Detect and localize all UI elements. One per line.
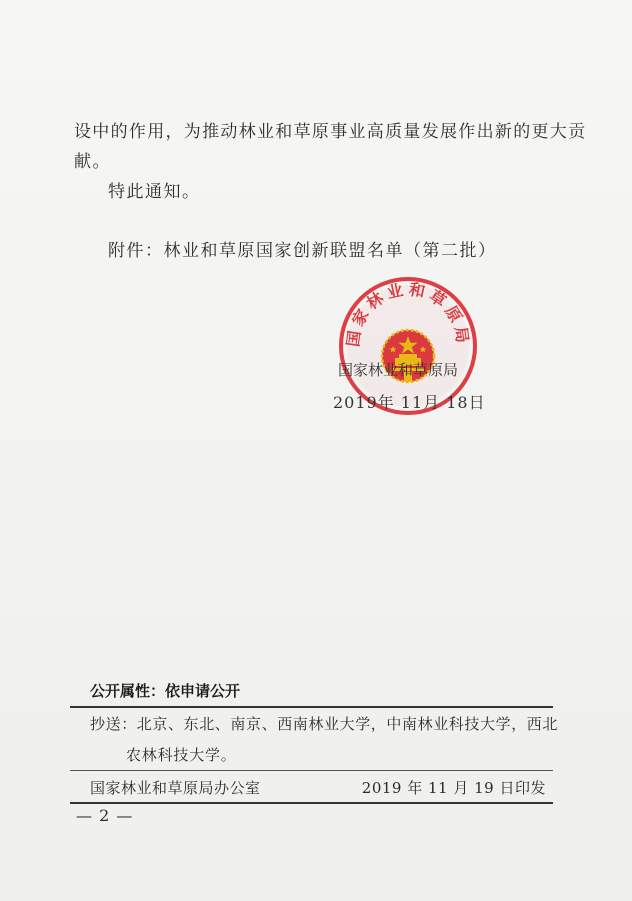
page-number: — 2 — — [76, 806, 134, 825]
body-text-line: 献。 — [74, 152, 111, 172]
footer-rule-bottom — [70, 802, 553, 804]
public-attribute: 公开属性：依申请公开 — [90, 682, 241, 700]
issuing-office: 国家林业和草原局办公室 — [90, 779, 261, 797]
signing-date: 2019年 11月 18日 — [333, 393, 486, 412]
footer-rule-top — [70, 706, 553, 708]
notice-closing: 特此通知。 — [108, 182, 201, 202]
signing-organization: 国家林业和草原局 — [338, 361, 459, 379]
cc-line: 抄送：北京、东北、南京、西南林业大学，中南林业科技大学，西北 — [90, 715, 559, 733]
cc-block — [90, 713, 559, 765]
cc-line: 农林科技大学。 — [126, 746, 237, 764]
footer-rule-middle — [70, 770, 553, 771]
body-text-line: 设中的作用，为推动林业和草原事业高质量发展作出新的更大贡 — [74, 122, 587, 142]
seal-text: 国家林业和草原局 — [343, 279, 473, 348]
attachment-line: 附件：林业和草原国家创新联盟名单（第二批） — [108, 241, 497, 261]
print-date: 2019 年 11 月 19 日印发 — [361, 779, 546, 797]
